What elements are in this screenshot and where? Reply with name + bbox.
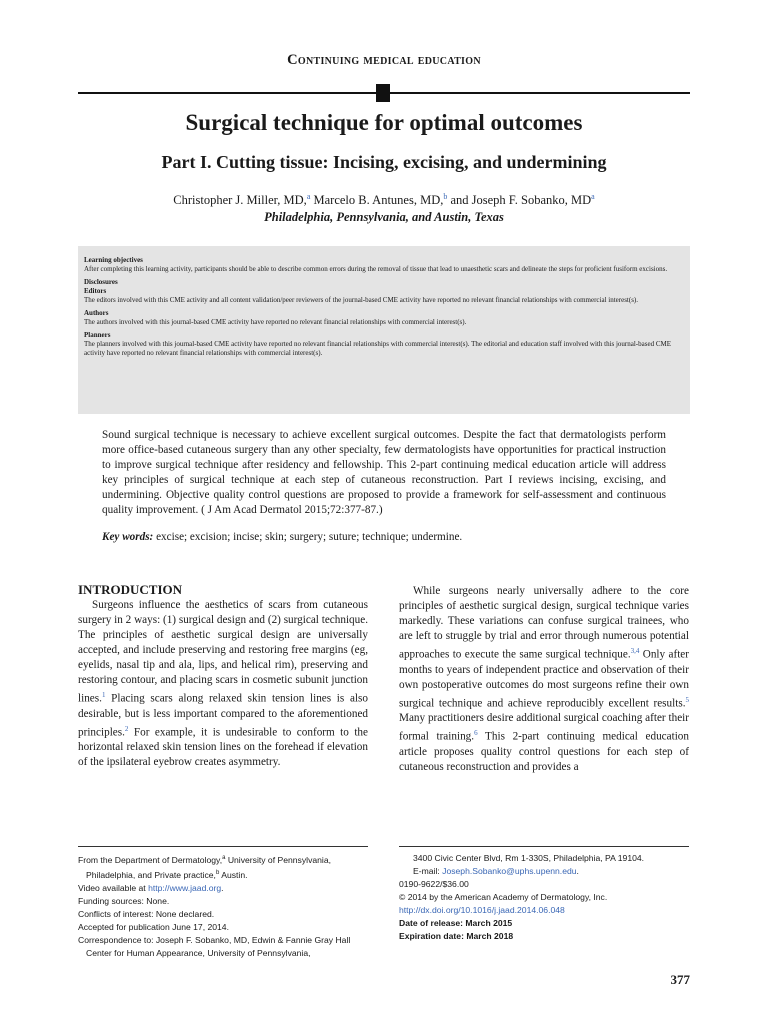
affiliation-mark: b	[215, 869, 220, 876]
authors-heading: Authors	[84, 309, 109, 317]
footnote-text: University of Pennsylvania, Philadelphia, and Private practice,	[86, 854, 331, 880]
article-title: Surgical technique for optimal outcomes	[185, 110, 583, 135]
accepted-note: Accepted for publication June 17, 2014.	[78, 921, 229, 932]
footnote-text: E-mail:	[413, 866, 443, 876]
abstract	[102, 428, 666, 545]
footnote-text: Video available at	[78, 882, 149, 893]
body-text: Placing scars along relaxed skin tension lines is also desirable, but is less important compared to the aforementioned principles.	[78, 692, 368, 739]
address-note: 3400 Civic Center Blvd, Rm 1-330S, Philadelphia, PA 19104.	[413, 853, 645, 863]
issn-note: 0190-9622/$36.00	[399, 879, 469, 889]
release-date	[399, 917, 691, 930]
reference-link[interactable]: 6	[474, 729, 478, 738]
planners-text: The planners involved with this journal-based CME activity have reported no relevant financial relationships with commercial interest(s). The editorial and education staff involved with this journal-based CME activity have reported no relevant financial relationships with commercial interest(s).	[84, 340, 671, 357]
video-note	[78, 882, 370, 895]
footnotes-right	[399, 852, 691, 943]
reference-link[interactable]: 2	[124, 724, 129, 733]
author-name: Marcelo B. Antunes, MD,	[310, 193, 444, 208]
doi-note	[399, 904, 691, 917]
learning-objectives-heading: Learning objectives	[84, 256, 143, 264]
footnote-rule	[78, 846, 368, 847]
body-text: Many practitioners desire additional surgical coaching after their formal training.	[399, 712, 689, 744]
reference-link[interactable]: 5	[685, 695, 689, 704]
affiliation-mark[interactable]: a	[306, 192, 311, 201]
correspondence-note: Correspondence to: Joseph F. Sobanko, MD, Edwin & Fannie Gray Hall Center for Human Appearance, University of Pennsylvania,	[78, 934, 351, 958]
reference-link[interactable]: 1	[101, 691, 106, 699]
keywords	[102, 530, 666, 545]
editors-text: The editors involved with this CME activity and all content validation/peer reviewers of the journal-based CME activity have reported no relevant financial relationships with commercial interest(s).	[84, 296, 638, 304]
keywords-list: excise; excision; incise; skin; surgery; suture; technique; undermine.	[153, 531, 463, 543]
video-link[interactable]: http://www.jaad.org	[148, 882, 222, 893]
footnotes-left	[78, 852, 370, 960]
planners-heading: Planners	[84, 331, 111, 339]
footnote-text: From the Department of Dermatology,	[78, 854, 223, 865]
body-paragraph	[78, 598, 368, 770]
footnote-rule	[399, 846, 689, 847]
header-rule-marker	[376, 84, 390, 102]
article-subtitle: Part I. Cutting tissue: Incising, excising, and undermining	[161, 152, 607, 172]
learning-objectives-text: After completing this learning activity, participants should be able to describe common errors during the removal of tissue that lead to unaesthetic scars and delineate the steps for proficient fusiform excisions.	[84, 265, 668, 273]
author-name: and Joseph F. Sobanko, MD	[447, 193, 592, 208]
author-location: Philadelphia, Pennsylvania, and Austin, Texas	[264, 210, 504, 224]
editors-heading: Editors	[84, 287, 107, 295]
body-text: Surgeons influence the aesthetics of scars from cutaneous surgery in 2 ways: (1) surgical design and (2) surgical technique. The principles of aesthetic surgical design are universally accepted, and include preserving and restoring free margins (eg, eyelids, nasal tip and ala, lips, and helical rim), preserving and restoring contour, and placing scars in cosmetic subunit junction lines.	[78, 599, 368, 705]
section-header: Continuing medical education	[287, 52, 481, 68]
authors-text: The authors involved with this journal-based CME activity have reported no relevant financial relationships with commercial interest(s).	[84, 318, 467, 326]
footnote-text: .	[221, 882, 224, 893]
body-text: While surgeons nearly universally adhere to the core principles of aesthetic surgical design, surgical technique varies markedly. These variations can confuse surgical trainees, who are left to struggle by trial and error through numerous potential approaches to execute the same surgical technique.	[399, 585, 689, 661]
footnote-text: Austin.	[219, 869, 248, 880]
body-text: For example, it is undesirable to conform to the horizontal relaxed skin tension lines on the forehead if elevation of the ipsilateral eyebrow creates asymmetry.	[78, 726, 368, 769]
section-heading-introduction: INTRODUCTION	[78, 582, 183, 597]
conflicts-note: Conflicts of interest: None declared.	[78, 908, 215, 919]
body-paragraph	[399, 584, 689, 775]
disclosures-heading: Disclosures	[84, 278, 118, 286]
page-number: 377	[670, 972, 690, 987]
affiliation-mark[interactable]: b	[443, 192, 448, 201]
release-date-text: Date of release: March 2015	[399, 918, 513, 928]
copyright-note: © 2014 by the American Academy of Dermatology, Inc.	[399, 892, 608, 902]
cme-info-box	[78, 246, 690, 414]
expiration-date	[399, 930, 691, 943]
keywords-label: Key words:	[102, 531, 154, 543]
email-link[interactable]: Joseph.Sobanko@uphs.upenn.edu	[442, 866, 577, 876]
affiliation-mark[interactable]: a	[591, 192, 595, 201]
author-name: Christopher J. Miller, MD,	[173, 193, 307, 208]
affiliation-mark: a	[222, 855, 226, 861]
body-column-right	[399, 584, 689, 775]
email-note	[399, 865, 691, 878]
funding-note: Funding sources: None.	[78, 895, 170, 906]
abstract-text: Sound surgical technique is necessary to achieve excellent surgical outcomes. Despite the fact that dermatologists perform more office-based cutaneous surgery than any other specialty, few dermatologists have opportunities for practical instruction to improve surgical technique after residency and fellowship. This 2-part continuing medical education article will address key principles of surgical technique at each step of cutaneous reconstruction. Part I reviews incising, excising, and undermining. Objective quality control questions are proposed to provide a framework for self-assessment and continuous quality improvement. ( J Am Acad Dermatol 2015;72:377-87.)	[102, 429, 666, 516]
author-list	[0, 192, 768, 208]
reference-link[interactable]: 3,4	[630, 647, 640, 655]
footnote-text: .	[576, 866, 579, 876]
doi-link[interactable]: http://dx.doi.org/10.1016/j.jaad.2014.06.048	[399, 905, 565, 915]
affiliation-note	[78, 852, 370, 882]
body-text: This 2-part continuing medical education article proposes quality control questions for each step of cutaneous reconstruction and provides a	[399, 731, 689, 774]
body-text: Only after months to years of independent practice and observation of their own postoperative outcomes do most surgeons refine their own surgical technique and achieve reproducibly excellent results.	[399, 648, 690, 710]
body-column-left	[78, 582, 368, 770]
expiration-date-text: Expiration date: March 2018	[399, 931, 514, 941]
